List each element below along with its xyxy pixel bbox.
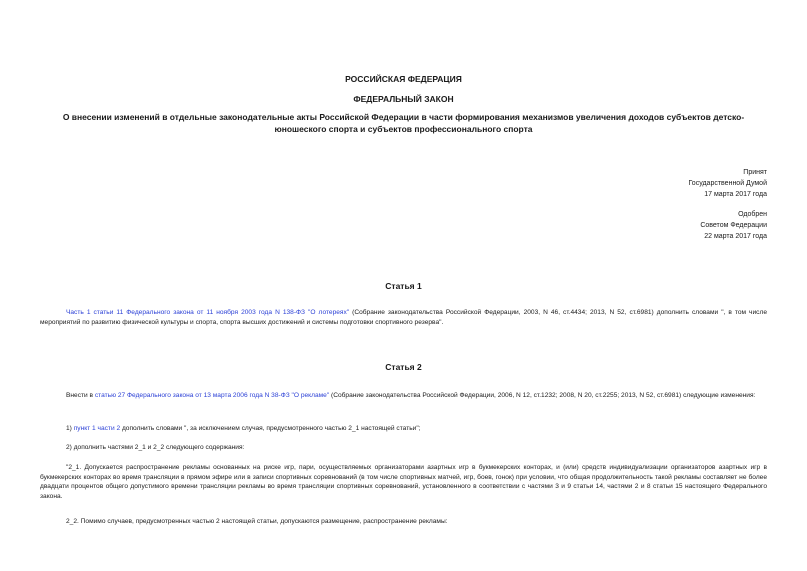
- approved-date: 22 марта 2017 года: [704, 233, 767, 240]
- article-2-item-1: 1) пункт 1 части 2 дополнить словами ", за исключением случая, предусмотренного частью 2_1 настоящей статьи";: [66, 425, 421, 432]
- country-heading: РОССИЙСКАЯ ФЕДЕРАЦИЯ: [345, 74, 462, 84]
- item-1-clause-link[interactable]: пункт 1 части 2: [73, 425, 121, 432]
- accepted-body: Государственной Думой: [688, 180, 767, 187]
- adoption-approved-block: [700, 209, 767, 242]
- adoption-accepted-block: [688, 167, 767, 200]
- article-2-part-2-2: 2_2. Помимо случаев, предусмотренных частью 2 настоящей статьи, допускаются размещение, распространение рекламы:: [66, 518, 448, 525]
- law-title: О внесении изменений в отдельные законодательные акты Российской Федерации в части формирования механизмов увеличения доходов субъектов детско-юношеского спорта и субъектов профессионального спорта: [62, 112, 745, 134]
- accepted-label: Принят: [743, 169, 767, 176]
- article-2-item-2: 2) дополнить частями 2_1 и 2_2 следующего содержания:: [66, 444, 245, 451]
- article-1-heading: Статья 1: [385, 281, 422, 291]
- article-2-law-link[interactable]: статью 27 Федерального закона от 13 марта 2006 года N 38-ФЗ "О рекламе": [94, 392, 330, 399]
- article-1-text: (Собрание законодательства Российской Федерации, 2003, N 46, ст.4434; 2013, N 52, ст.6981) дополнить словами ", в том числе мероприятий по развитию физической культуры и спорта, спорта высших достижений и системы подготовки спортивного резерва".: [40, 309, 767, 326]
- law-type-heading: ФЕДЕРАЛЬНЫЙ ЗАКОН: [353, 94, 454, 104]
- article-2-heading: Статья 2: [385, 362, 422, 372]
- article-2-part-2-1: "2_1. Допускается распространение рекламы основанных на риске игр, пари, осуществляемых организаторами азартных игр в букмекерских конторах, и (или) средств индивидуализации организаторов азартных игр в букмекерских конторах во время трансляции в прямом эфире или в записи спортивных соревнований (в том числе спортивных матчей, игр, боев, гонок) при условии, что общая продолжительность такой рекламы составляет не более двадцати процентов общего допустимого времени трансляции рекламы во время трансляции спортивных соревнований, установленного в соответствии с частями 3 и 9 статьи 14, частями 2 и 8 статьи 15 настоящего Федерального закона.: [40, 464, 767, 500]
- approved-body: Советом Федерации: [700, 222, 767, 229]
- article-1-paragraph: [40, 308, 767, 327]
- approved-label: Одобрен: [738, 211, 767, 218]
- article-1-law-link[interactable]: Часть 1 статьи 11 Федерального закона от 11 ноября 2003 года N 138-ФЗ "О лотереях": [66, 309, 350, 316]
- article-2-intro: Внести в статью 27 Федерального закона от 13 марта 2006 года N 38-ФЗ "О рекламе" (Собрание законодательства Российской Федерации, 2006, N 12, ст.1232; 2008, N 20, ст.2255; 2013, N 52, ст.6981) следующие изменения:: [66, 392, 756, 399]
- accepted-date: 17 марта 2017 года: [704, 191, 767, 198]
